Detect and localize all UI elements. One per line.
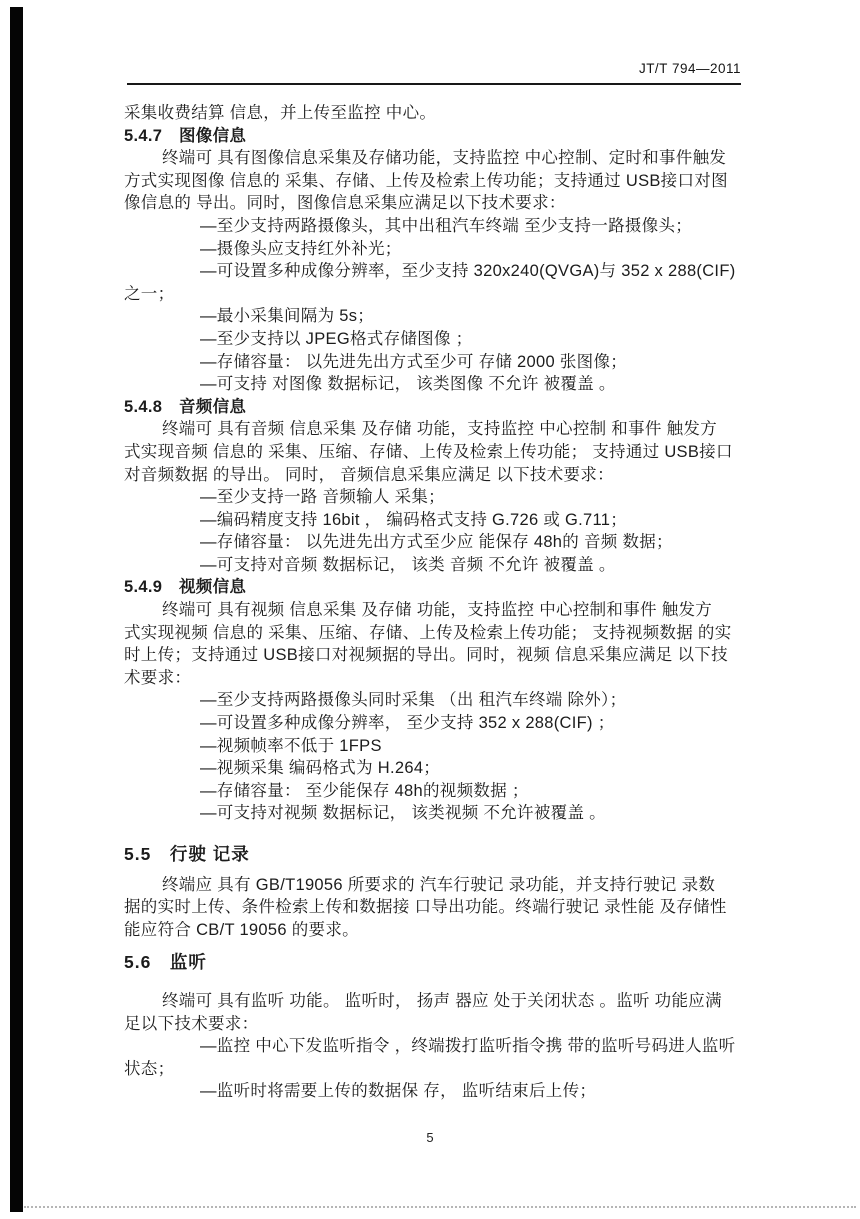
scan-edge-artifact [10,7,23,1212]
text-line: 式实现视频 信息的 采集、压缩、存储、上传及检索上传功能； 支持视频数据 的实 [124,623,732,642]
section-heading: 5.4.8 音频信息 [124,397,247,416]
paragraph-first-line: 终端可 具有监听 功能。 监听时， 扬声 器应 处于关闭状态 。监听 功能应满 [162,991,722,1010]
text-line: 据的实时上传、条件检索上传和数据接 口导出功能。终端行驶记 录性能 及存储性 [124,898,727,917]
paragraph-first-line: 终端应 具有 GB/T19056 所要求的 汽车行驶记 录功能，并支持行驶记 录数 [162,875,716,894]
dash-list-item: —监控 中心下发监听指令 ，终端拨打监听指令携 带的监听号码进人监听 [200,1037,736,1056]
dash-list-item: —最小采集间隔为 5s； [200,307,375,326]
text-line: 状态； [124,1059,175,1078]
dash-list-item: —可支持对视频 数据标记， 该类视频 不允许被覆盖 。 [200,804,606,823]
dash-list-item: —至少支持两路摄像头同时采集 （出 租汽车终端 除外）； [200,691,627,710]
dash-list-item: —监听时将需要上传的数据保 存， 监听结束后上传； [200,1082,597,1101]
dash-list-item: —可设置多种成像分辨率，至少支持 320x240(QVGA)与 352 x 288(CIF) [200,262,736,281]
dash-list-item: —存储容量： 以先进先出方式至少可 存储 2000 张图像； [200,352,628,371]
text-line: 方式实现图像 信息的 采集、存储、上传及检索上传功能；支持通过 USB接口对图 [124,171,728,190]
paragraph-first-line: 终端可 具有视频 信息采集 及存储 功能，支持监控 中心控制和事件 触发方 [162,601,713,620]
paragraph-first-line: 终端可 具有音频 信息采集 及存储 功能，支持监控 中心控制 和事件 触发方 [162,420,717,439]
paragraph-first-line: 终端可 具有图像信息采集及存储功能，支持监控 中心控制、定时和事件触发 [162,149,727,168]
dash-list-item: —可支持对音频 数据标记， 该类 音频 不允许 被覆盖 。 [200,555,616,574]
section-heading: 5.4.9 视频信息 [124,578,247,597]
text-line: 对音频数据 的导出。 同时， 音频信息采集应满足 以下技术要求： [124,465,614,484]
dash-list-item: —视频采集 编码格式为 H.264； [200,759,441,778]
dash-list-item: —存储容量： 至少能保存 48h的视频数据 ； [200,781,529,800]
page-number: 5 [426,1130,434,1145]
text-line: 足以下技术要求： [124,1014,259,1033]
dash-list-item: —视频帧率不低于 1FPS [200,736,382,755]
text-line: 术要求： [124,668,192,687]
text-line: 采集收费结算 信息，并上传至监控 中心。 [124,104,437,122]
dash-list-item: —摄像头应支持红外补光； [200,239,402,258]
text-line: 能应符合 CB/T 19056 的要求。 [124,920,359,939]
dash-list-item: —至少支持一路 音频输人 采集； [200,488,445,507]
section-heading: 5.6 监听 [124,952,207,973]
section-heading: 5.5 行驶 记录 [124,844,250,864]
text-line: 之一； [124,284,175,303]
doc-number: JT/T 794—2011 [638,61,741,76]
dash-list-item: —编码精度支持 16bit ， 编码格式支持 G.726 或 G.711； [200,510,628,529]
text-line: 式实现音频 信息的 采集、压缩、存储、上传及检索上传功能； 支持通过 USB接口 [124,442,733,461]
page-bottom-dotted-line [24,1206,856,1208]
dash-list-item: —至少支持两路摄像头，其中出租汽车终端 至少支持一路摄像头； [200,216,693,235]
document-body [124,102,746,1103]
dash-list-item: —可设置多种成像分辨率， 至少支持 352 x 288(CIF) ； [200,714,615,733]
header-rule [127,83,741,85]
section-heading: 5.4.7 图像信息 [124,126,247,145]
dash-list-item: —存储容量： 以先进先出方式至少应 能保存 48h的 音频 数据； [200,533,673,552]
text-line: 时上传；支持通过 USB接口对视频据的导出。同时，视频 信息采集应满足 以下技 [124,646,728,665]
dash-list-item: —至少支持以 JPEG格式存储图像 ； [200,329,473,348]
dash-list-item: —可支持 对图像 数据标记， 该类图像 不允许 被覆盖 。 [200,375,616,394]
text-line: 像信息的 导出。同时，图像信息采集应满足以下技术要求： [124,194,566,213]
